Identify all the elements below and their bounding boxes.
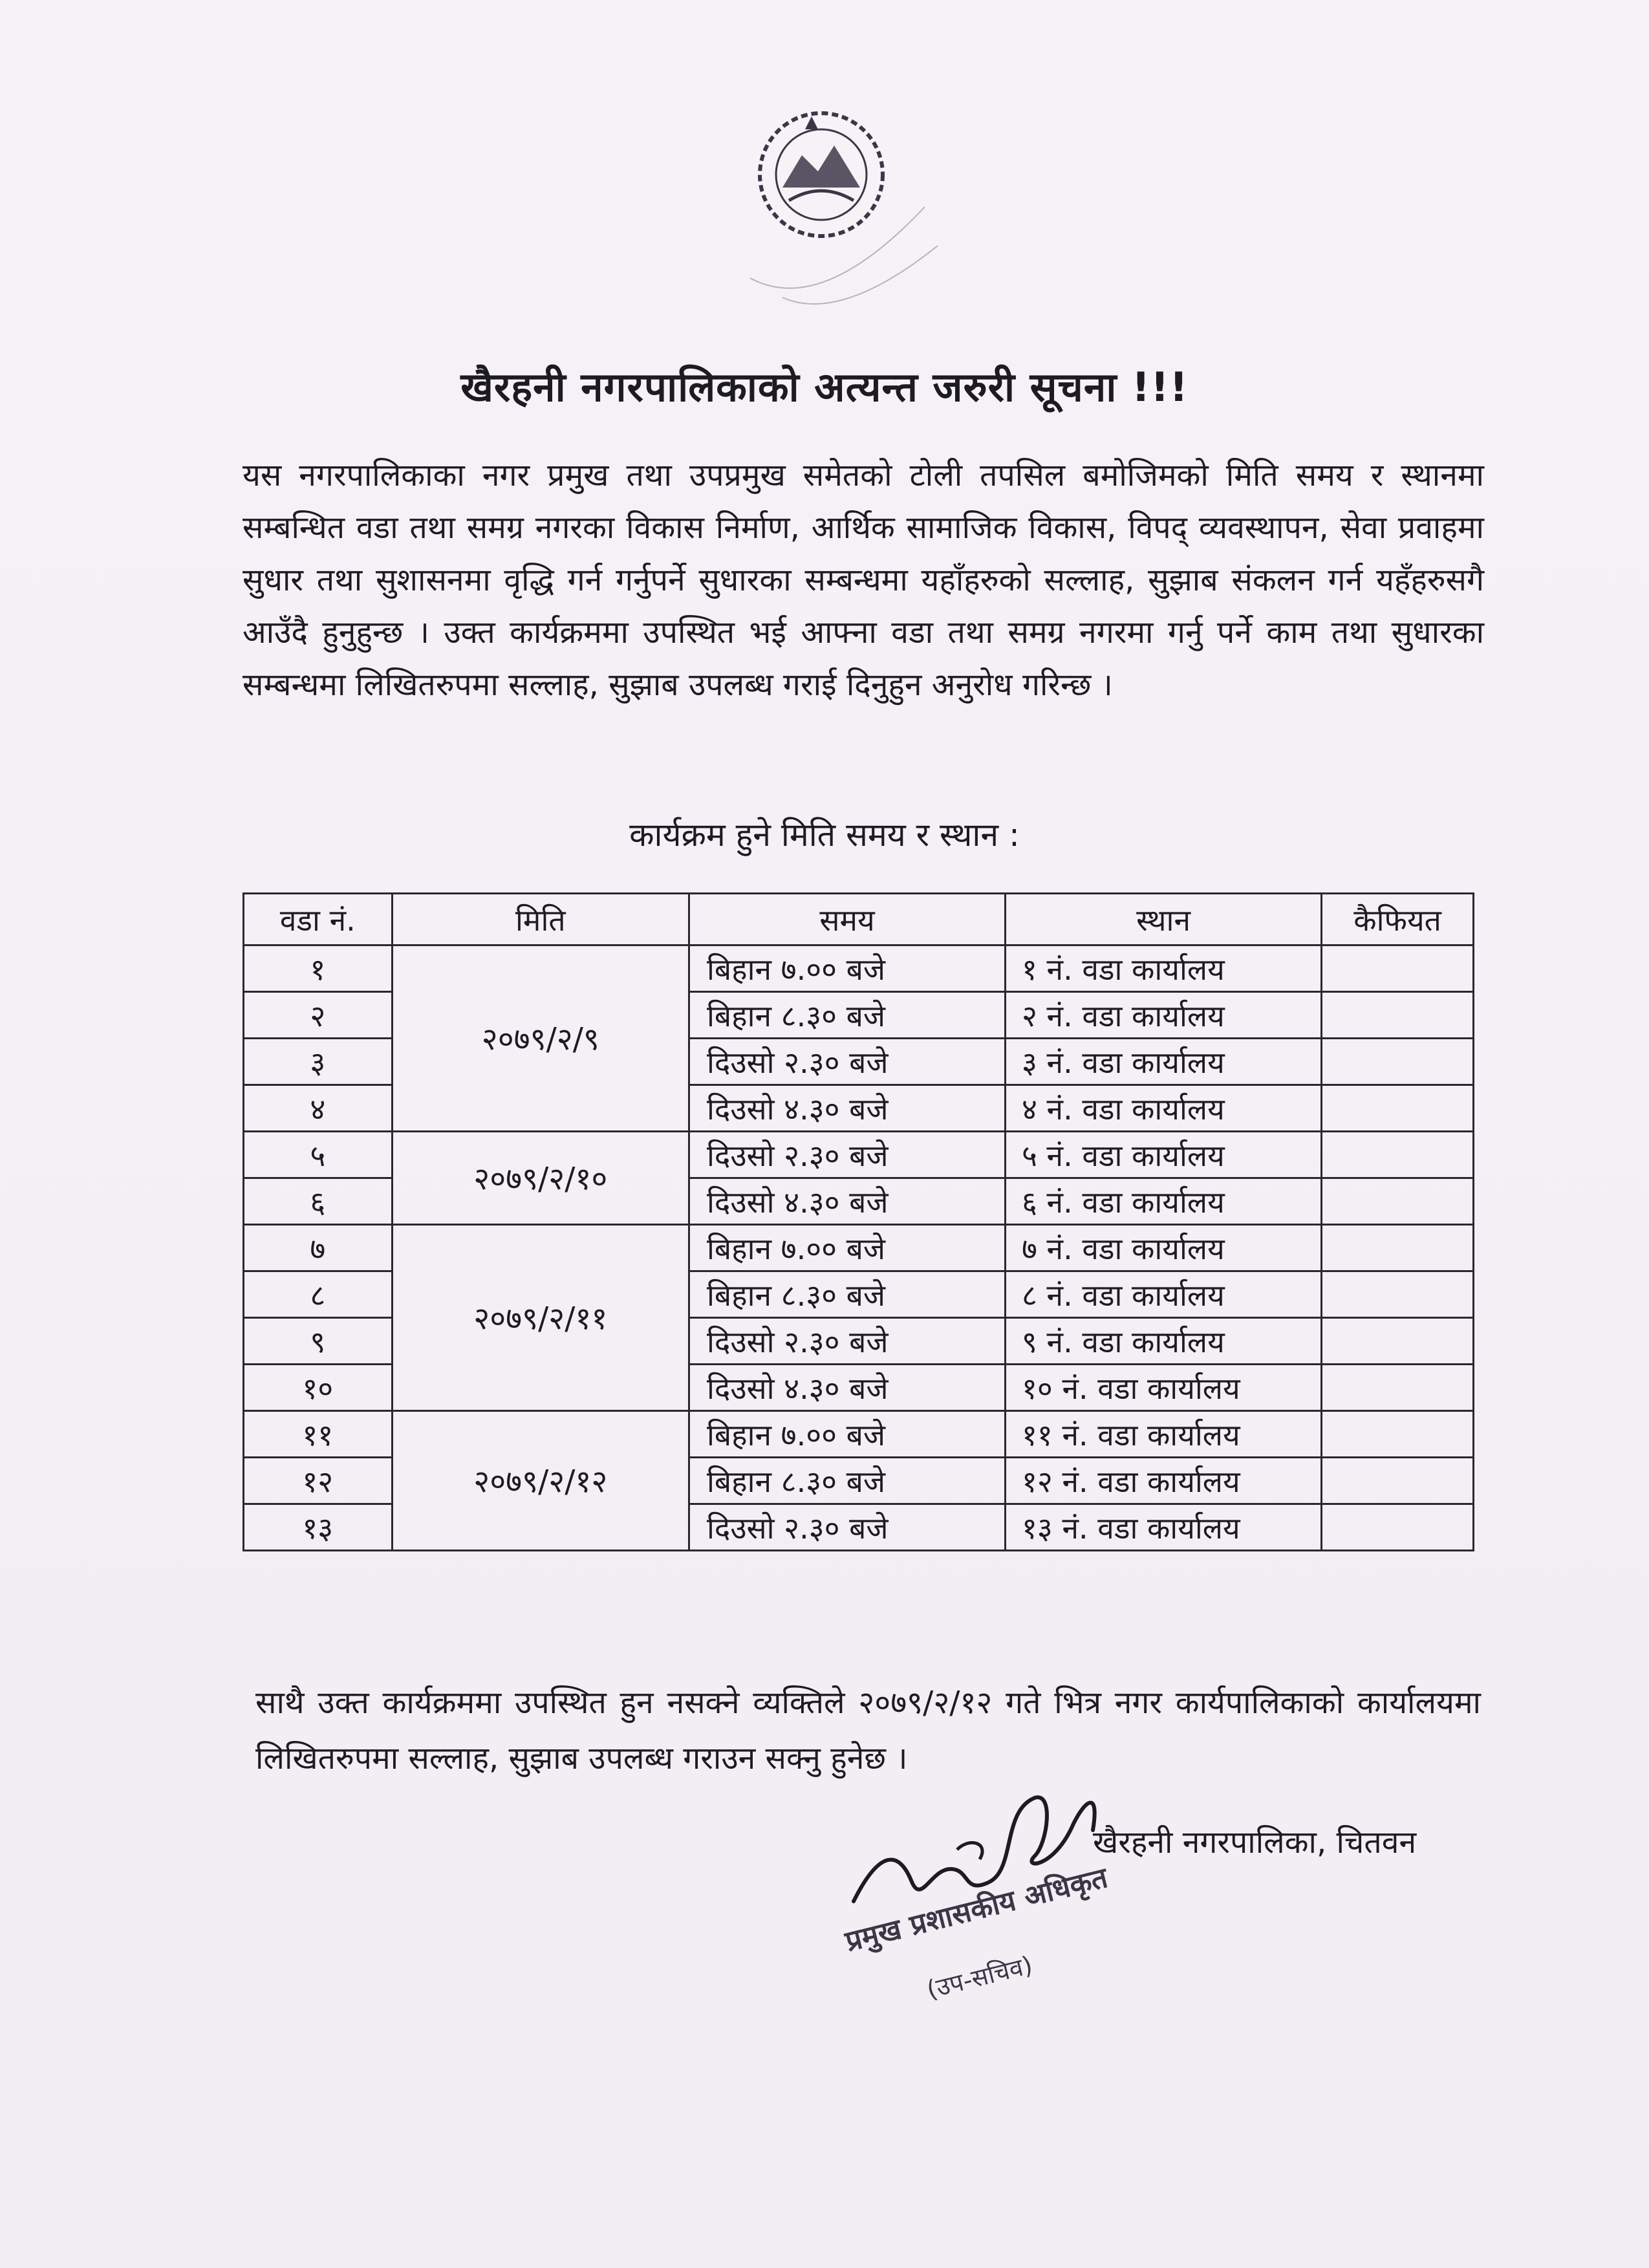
place-cell: १० नं. वडा कार्यालय xyxy=(1006,1365,1322,1411)
header-ward: वडा नं. xyxy=(244,894,393,945)
official-stamp-subtitle: (उप-सचिव) xyxy=(923,1950,1035,2005)
table-row xyxy=(244,1132,1474,1178)
time-cell: दिउसो ४.३० बजे xyxy=(689,1178,1005,1225)
header-place: स्थान xyxy=(1006,894,1322,945)
header-time: समय xyxy=(689,894,1005,945)
remarks-cell xyxy=(1322,1504,1474,1551)
ward-cell: १ xyxy=(244,945,393,992)
date-cell: २०७९/२/१० xyxy=(392,1132,689,1225)
remarks-cell xyxy=(1322,1411,1474,1458)
place-cell: १२ नं. वडा कार्यालय xyxy=(1006,1458,1322,1504)
remarks-cell xyxy=(1322,1365,1474,1411)
remarks-cell xyxy=(1322,945,1474,992)
place-cell: ९ नं. वडा कार्यालय xyxy=(1006,1318,1322,1365)
date-cell: २०७९/२/१२ xyxy=(392,1411,689,1551)
time-cell: दिउसो २.३० बजे xyxy=(689,1132,1005,1178)
closing-paragraph: साथै उक्त कार्यक्रममा उपस्थित हुन नसक्ने व्यक्तिले २०७९/२/१२ गते भित्र नगर कार्यपालिकाको कार्यालयमा लिखितरुपमा सल्लाह, सुझाब उपलब्ध गराउन सक्नु हुनेछ । xyxy=(255,1685,1481,1777)
remarks-cell xyxy=(1322,1085,1474,1132)
remarks-cell xyxy=(1322,1271,1474,1318)
remarks-cell xyxy=(1322,1318,1474,1365)
place-cell: ७ नं. वडा कार्यालय xyxy=(1006,1225,1322,1271)
notice-title: खैरहनी नगरपालिकाको अत्यन्त जरुरी सूचना !!! xyxy=(460,363,1189,411)
ward-cell: ५ xyxy=(244,1132,393,1178)
date-cell: २०७९/२/९ xyxy=(392,945,689,1132)
time-cell: बिहान ८.३० बजे xyxy=(689,992,1005,1039)
table-row xyxy=(244,945,1474,992)
date-cell: २०७९/२/११ xyxy=(392,1225,689,1411)
time-cell: बिहान ७.०० बजे xyxy=(689,1411,1005,1458)
ward-cell: २ xyxy=(244,992,393,1039)
ward-cell: १३ xyxy=(244,1504,393,1551)
time-cell: बिहान ७.०० बजे xyxy=(689,1225,1005,1271)
remarks-cell xyxy=(1322,992,1474,1039)
time-cell: दिउसो २.३० बजे xyxy=(689,1504,1005,1551)
ward-cell: १२ xyxy=(244,1458,393,1504)
place-cell: १३ नं. वडा कार्यालय xyxy=(1006,1504,1322,1551)
place-cell: ३ नं. वडा कार्यालय xyxy=(1006,1039,1322,1085)
place-cell: ४ नं. वडा कार्यालय xyxy=(1006,1085,1322,1132)
time-cell: दिउसो ४.३० बजे xyxy=(689,1365,1005,1411)
remarks-cell xyxy=(1322,1132,1474,1178)
remarks-cell xyxy=(1322,1178,1474,1225)
ward-cell: ४ xyxy=(244,1085,393,1132)
time-cell: बिहान ८.३० बजे xyxy=(689,1271,1005,1318)
time-cell: बिहान ८.३० बजे xyxy=(689,1458,1005,1504)
header-date: मिति xyxy=(392,894,689,945)
table-header-row xyxy=(244,894,1474,945)
ward-cell: ८ xyxy=(244,1271,393,1318)
table-row xyxy=(244,1411,1474,1458)
ward-cell: ९ xyxy=(244,1318,393,1365)
ward-cell: ११ xyxy=(244,1411,393,1458)
table-row xyxy=(244,1225,1474,1271)
ward-cell: ६ xyxy=(244,1178,393,1225)
time-cell: बिहान ७.०० बजे xyxy=(689,945,1005,992)
remarks-cell xyxy=(1322,1458,1474,1504)
schedule-heading: कार्यक्रम हुने मिति समय र स्थान : xyxy=(629,816,1020,854)
time-cell: दिउसो ४.३० बजे xyxy=(689,1085,1005,1132)
place-cell: ६ नं. वडा कार्यालय xyxy=(1006,1178,1322,1225)
place-cell: २ नं. वडा कार्यालय xyxy=(1006,992,1322,1039)
place-cell: ८ नं. वडा कार्यालय xyxy=(1006,1271,1322,1318)
intro-paragraph: यस नगरपालिकाका नगर प्रमुख तथा उपप्रमुख समेतको टोली तपसिल बमोजिमको मिति समय र स्थानमा सम्बन्धित वडा तथा समग्र नगरका विकास निर्माण, आर्थिक सामाजिक विकास, विपद् व्यवस्थापन, सेवा प्रवाहमा सुधार तथा सुशासनमा वृद्धि गर्न गर्नुपर्ने सुधारका सम्बन्धमा यहाँहरुको सल्लाह, सुझाब संकलन गर्न यहँहरुसगै आउँदै हुनुहुन्छ । उक्त कार्यक्रममा उपस्थित भई आफ्ना वडा तथा समग्र नगरमा गर्नु पर्ने काम तथा सुधारका सम्बन्धमा लिखितरुपमा सल्लाह, सुझाब उपलब्ध गराई दिनुहुन अनुरोध गरिन्छ । xyxy=(242,457,1484,703)
remarks-cell xyxy=(1322,1039,1474,1085)
place-cell: ५ नं. वडा कार्यालय xyxy=(1006,1132,1322,1178)
ward-cell: ७ xyxy=(244,1225,393,1271)
remarks-cell xyxy=(1322,1225,1474,1271)
ward-cell: ३ xyxy=(244,1039,393,1085)
ward-cell: १० xyxy=(244,1365,393,1411)
place-cell: १ नं. वडा कार्यालय xyxy=(1006,945,1322,992)
time-cell: दिउसो २.३० बजे xyxy=(689,1039,1005,1085)
header-remarks: कैफियत xyxy=(1322,894,1474,945)
signatory-organization: खैरहनी नगरपालिका, चितवन xyxy=(1093,1824,1417,1861)
official-stamp-title: प्रमुख प्रशासकीय अधिकृत xyxy=(842,1861,1111,1959)
schedule-table xyxy=(242,892,1474,1551)
place-cell: ११ नं. वडा कार्यालय xyxy=(1006,1411,1322,1458)
time-cell: दिउसो २.३० बजे xyxy=(689,1318,1005,1365)
